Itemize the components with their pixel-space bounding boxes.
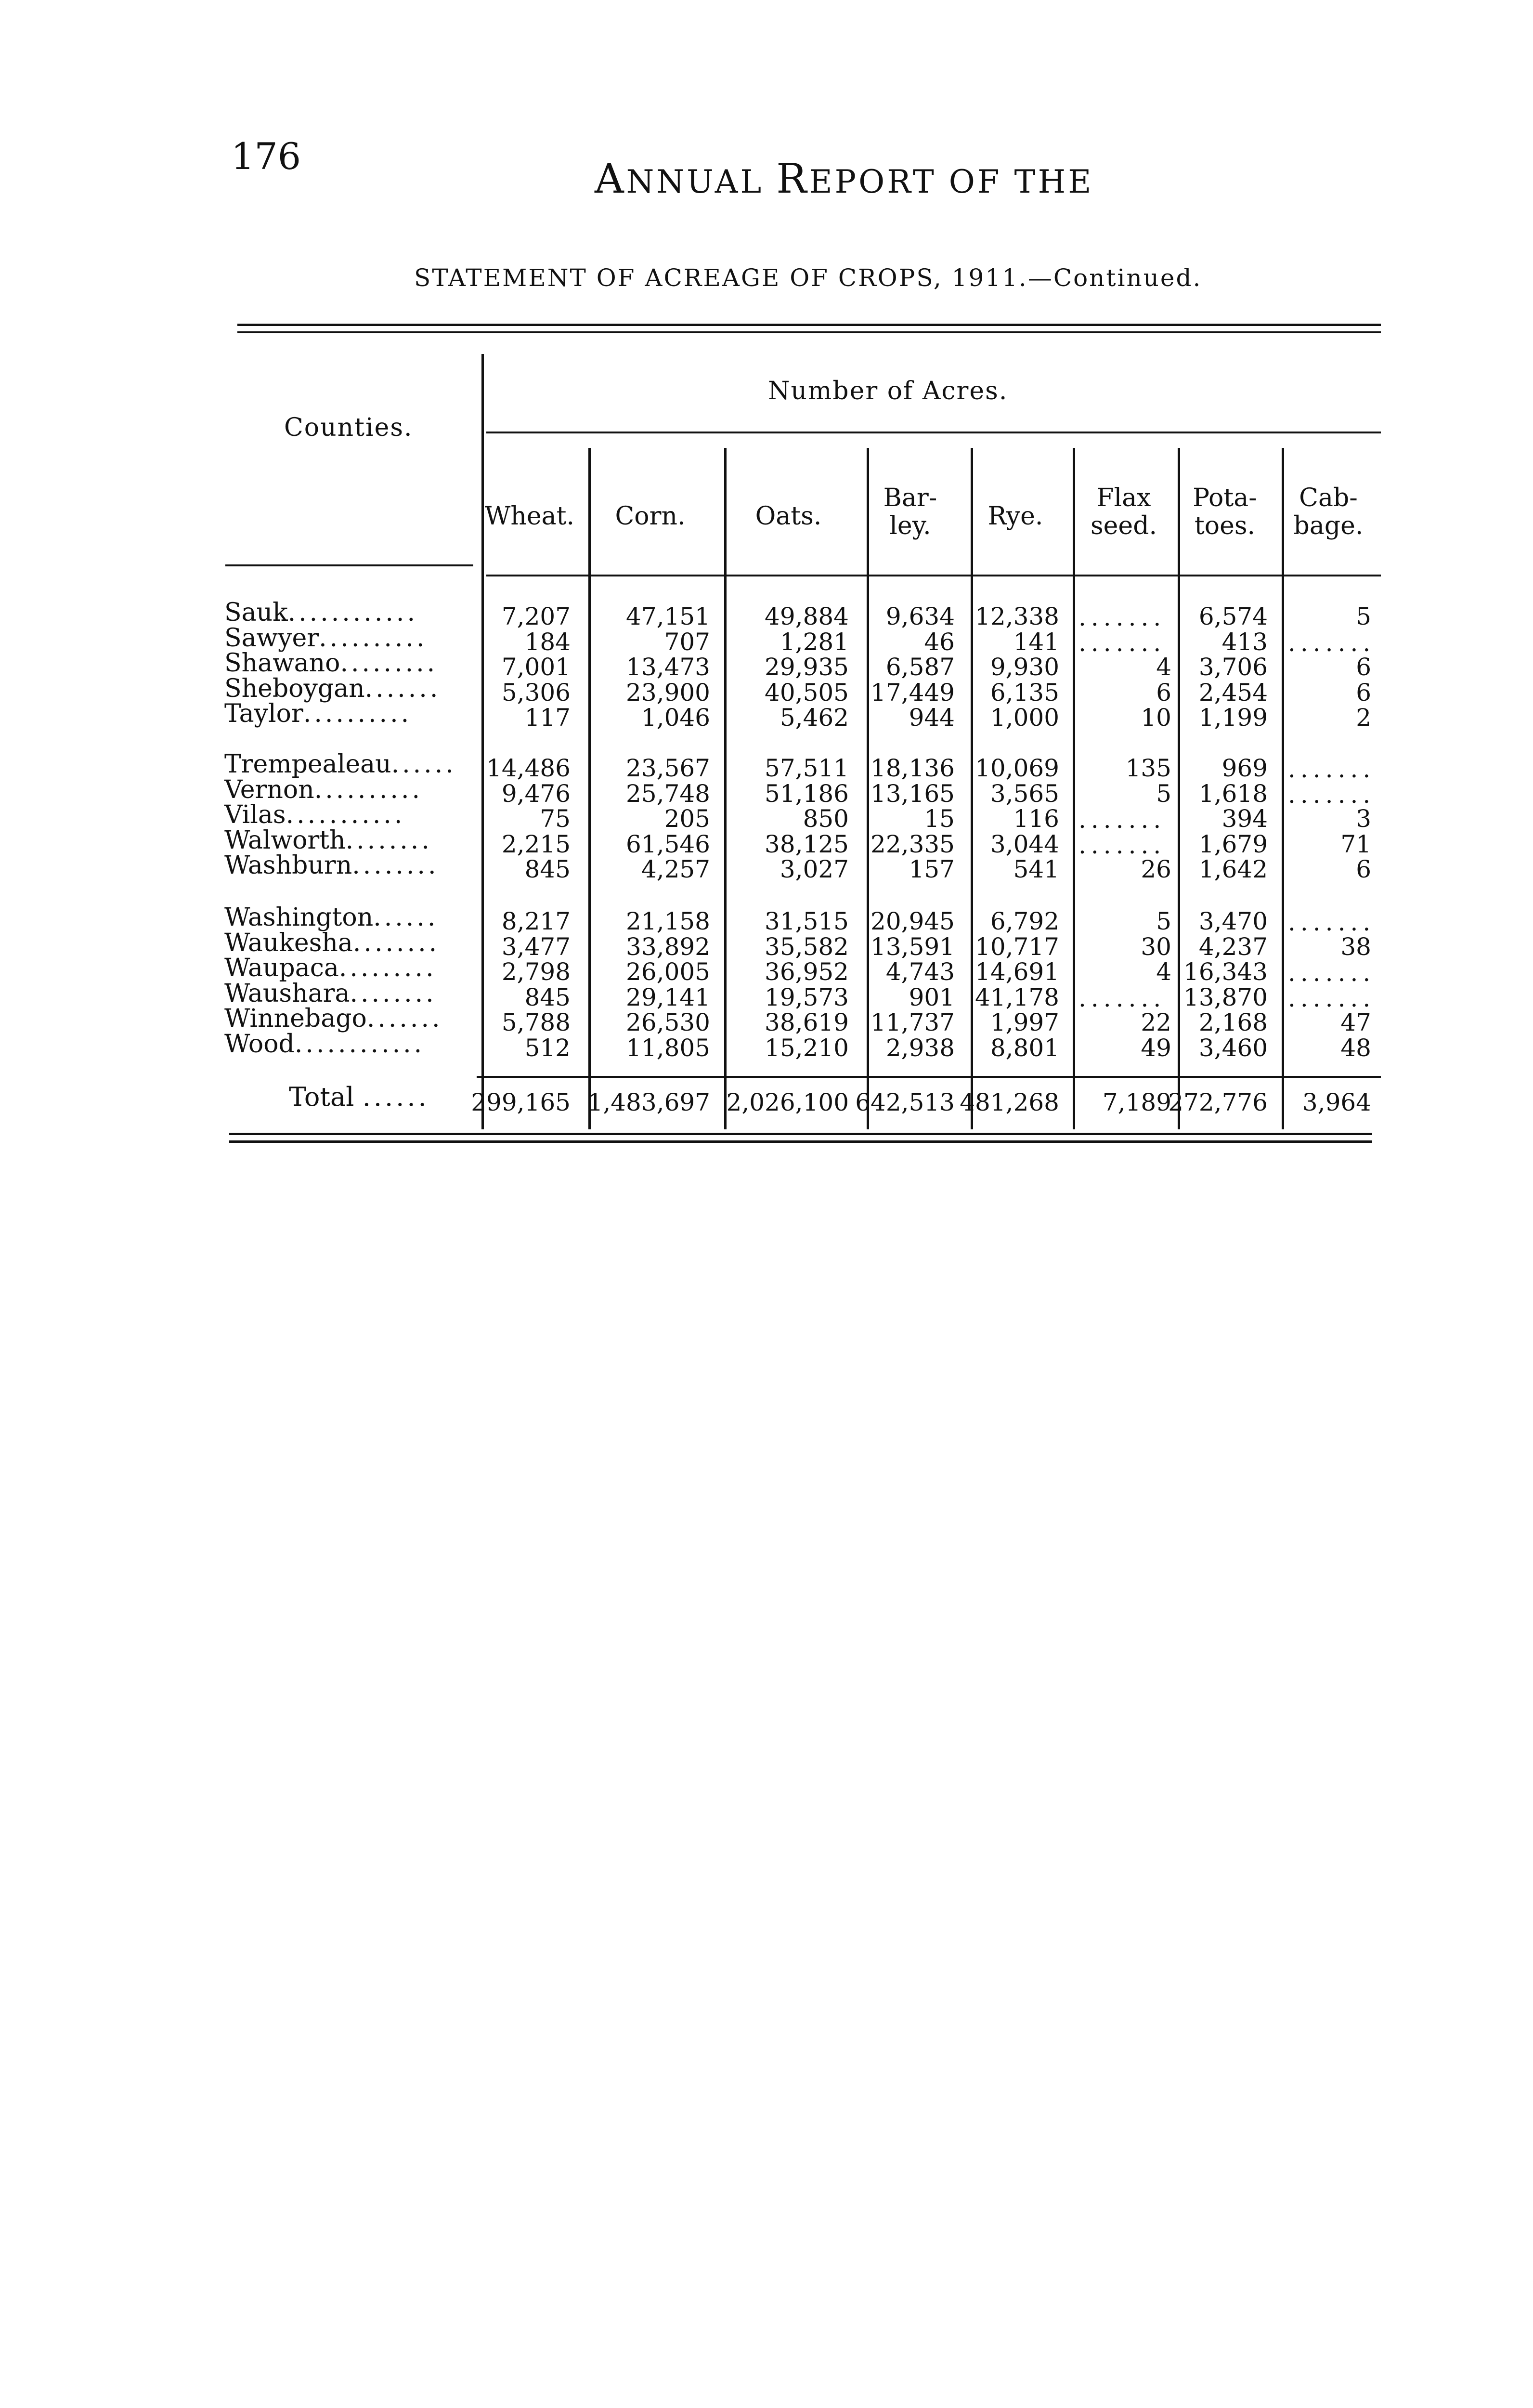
total-cell: 1,483,697 bbox=[587, 1088, 710, 1116]
column-header bbox=[484, 502, 575, 530]
table-cell: 969 bbox=[1221, 754, 1268, 782]
table-cell: 18,136 bbox=[870, 754, 955, 782]
table-cell: 23,567 bbox=[626, 754, 710, 782]
running-head-initial-2: R bbox=[776, 155, 809, 202]
table-cell: 13,870 bbox=[1183, 983, 1268, 1011]
table-cell: 14,486 bbox=[486, 754, 571, 782]
table-cell: 10,717 bbox=[975, 932, 1059, 961]
column-header-line: Bar- bbox=[883, 484, 937, 512]
column-header-line: Flax bbox=[1096, 484, 1151, 512]
table-cell: 9,476 bbox=[501, 779, 571, 808]
county-name bbox=[224, 777, 475, 803]
county-name bbox=[224, 1031, 475, 1057]
table-cell: 1,000 bbox=[990, 704, 1059, 732]
table-cell: 3,470 bbox=[1198, 907, 1268, 935]
table-cell: 845 bbox=[524, 983, 571, 1011]
table-cell: 413 bbox=[1221, 628, 1268, 656]
table-cell: 541 bbox=[1013, 855, 1059, 883]
table-cell: 13,591 bbox=[870, 932, 955, 961]
table-cell: 8,801 bbox=[990, 1034, 1059, 1062]
table-cell: 17,449 bbox=[870, 678, 955, 707]
total-label: Total ...... bbox=[289, 1082, 429, 1112]
column-divider bbox=[867, 448, 869, 1129]
county-label: Wood bbox=[224, 1029, 295, 1059]
table-cell: 40,505 bbox=[765, 678, 849, 707]
leader-dots: ......... bbox=[338, 954, 437, 982]
county-name bbox=[224, 701, 475, 727]
table-cell: 11,737 bbox=[870, 1008, 955, 1036]
table-cell: 21,158 bbox=[626, 907, 710, 935]
leader-dots: ......... bbox=[340, 649, 438, 678]
column-header-line: Pota- bbox=[1193, 484, 1257, 512]
leader-dots: ....... bbox=[364, 674, 441, 703]
table-cell: 35,582 bbox=[765, 932, 849, 961]
table-cell: 33,892 bbox=[626, 932, 710, 961]
leader-dots: ........ bbox=[352, 851, 439, 880]
empty-cell-dots: ....... bbox=[1078, 831, 1166, 859]
table-cell: 3,565 bbox=[990, 779, 1059, 808]
county-label: Taylor bbox=[224, 699, 303, 728]
column-divider bbox=[588, 448, 591, 1129]
table-cell: 30 bbox=[1141, 932, 1171, 961]
table-cell: 38,125 bbox=[765, 830, 849, 858]
table-cell: 2,454 bbox=[1198, 678, 1268, 707]
table-cell: 5 bbox=[1156, 907, 1171, 935]
table-cell: 184 bbox=[524, 628, 571, 656]
table-cell: 2,798 bbox=[501, 958, 571, 986]
table-cell: 6,792 bbox=[990, 907, 1059, 935]
column-header-line: Corn. bbox=[615, 502, 686, 531]
table-cell: 10 bbox=[1141, 704, 1171, 732]
table-cell: 25,748 bbox=[626, 779, 710, 808]
empty-cell-dots: ....... bbox=[1288, 984, 1376, 1012]
table-cell: 10,069 bbox=[975, 754, 1059, 782]
empty-cell-dots: ....... bbox=[1288, 780, 1376, 809]
table-cell: 4,237 bbox=[1198, 932, 1268, 961]
county-label: Shawano bbox=[224, 649, 340, 678]
table-cell: 6 bbox=[1356, 678, 1371, 707]
table-cell: 394 bbox=[1221, 805, 1268, 833]
table-cell: 46 bbox=[924, 628, 955, 656]
table-cell: 47 bbox=[1340, 1008, 1371, 1036]
county-name bbox=[224, 751, 475, 777]
table-cell: 9,930 bbox=[990, 653, 1059, 681]
total-cell: 2,026,100 bbox=[726, 1088, 849, 1116]
table-cell: 5 bbox=[1156, 779, 1171, 808]
column-header-line: ley. bbox=[889, 511, 931, 540]
column-header bbox=[1177, 484, 1273, 540]
county-name bbox=[224, 625, 475, 651]
table-cell: 2 bbox=[1356, 704, 1371, 732]
table-cell: 7,001 bbox=[501, 653, 571, 681]
empty-cell-dots: ....... bbox=[1078, 806, 1166, 834]
county-name bbox=[224, 1006, 475, 1032]
running-head-word-1: NNUAL bbox=[626, 163, 764, 200]
table-cell: 6 bbox=[1356, 855, 1371, 883]
table-cell: 3,706 bbox=[1198, 653, 1268, 681]
column-divider bbox=[481, 354, 484, 1129]
empty-cell-dots: ....... bbox=[1288, 908, 1376, 936]
county-name bbox=[224, 600, 475, 626]
county-label: Sheboygan bbox=[224, 674, 365, 703]
leader-dots: .......... bbox=[303, 699, 412, 728]
table-cell: 11,805 bbox=[626, 1034, 710, 1062]
leader-dots: .......... bbox=[319, 623, 428, 653]
table-cell: 6 bbox=[1356, 653, 1371, 681]
empty-cell-dots: ....... bbox=[1288, 755, 1376, 783]
table-cell: 707 bbox=[664, 628, 710, 656]
column-header bbox=[967, 502, 1064, 530]
column-header bbox=[585, 502, 715, 530]
table-cell: 15 bbox=[924, 805, 955, 833]
column-header bbox=[723, 502, 854, 530]
statement-title: STATEMENT OF ACREAGE OF CROPS, 1911.—Continued. bbox=[414, 264, 1202, 292]
empty-cell-dots: ....... bbox=[1078, 603, 1166, 631]
header-bottom-rule bbox=[225, 564, 473, 566]
leader-dots: ........ bbox=[350, 979, 437, 1008]
table-cell: 13,473 bbox=[626, 653, 710, 681]
table-cell: 31,515 bbox=[765, 907, 849, 935]
table-bottom-rule bbox=[229, 1133, 1372, 1135]
table-cell: 19,573 bbox=[765, 983, 849, 1011]
table-cell: 5 bbox=[1356, 602, 1371, 630]
county-name bbox=[224, 802, 475, 828]
stub-header: Counties. bbox=[284, 413, 413, 442]
county-label: Sauk bbox=[224, 598, 288, 627]
table-cell: 944 bbox=[909, 704, 955, 732]
table-cell: 5,462 bbox=[779, 704, 849, 732]
county-label: Waukesha bbox=[224, 928, 353, 957]
table-cell: 845 bbox=[524, 855, 571, 883]
column-divider bbox=[971, 448, 973, 1129]
table-cell: 6,135 bbox=[990, 678, 1059, 707]
county-label: Walworth bbox=[224, 825, 346, 855]
column-divider bbox=[724, 448, 727, 1129]
group-header: Number of Acres. bbox=[768, 377, 1008, 406]
county-name bbox=[224, 650, 475, 676]
leader-dots: ........ bbox=[345, 825, 432, 855]
table-cell: 1,281 bbox=[779, 628, 849, 656]
table-cell: 901 bbox=[909, 983, 955, 1011]
table-cell: 1,679 bbox=[1198, 830, 1268, 858]
table-cell: 1,046 bbox=[641, 704, 710, 732]
table-cell: 38 bbox=[1340, 932, 1371, 961]
table-cell: 6,587 bbox=[885, 653, 955, 681]
column-divider bbox=[1282, 448, 1284, 1129]
column-header-line: toes. bbox=[1194, 511, 1256, 540]
county-name bbox=[224, 955, 475, 981]
column-header bbox=[1071, 484, 1176, 540]
header-bottom-rule-2 bbox=[486, 575, 1381, 576]
table-cell: 13,165 bbox=[870, 779, 955, 808]
total-cell: 642,513 bbox=[855, 1088, 955, 1116]
empty-cell-dots: ....... bbox=[1078, 628, 1166, 657]
total-cell: 272,776 bbox=[1168, 1088, 1268, 1116]
column-header-line: Wheat. bbox=[484, 502, 575, 531]
leader-dots: ............ bbox=[294, 1029, 425, 1059]
column-header-line: bage. bbox=[1293, 511, 1364, 540]
table-cell: 6,574 bbox=[1198, 602, 1268, 630]
table-cell: 22,335 bbox=[870, 830, 955, 858]
county-name bbox=[224, 852, 475, 878]
table-cell: 4,743 bbox=[885, 958, 955, 986]
total-cell: 7,189 bbox=[1102, 1088, 1171, 1116]
table-cell: 117 bbox=[524, 704, 571, 732]
table-cell: 36,952 bbox=[765, 958, 849, 986]
leader-dots: ........... bbox=[286, 800, 405, 829]
table-cell: 205 bbox=[664, 805, 710, 833]
column-header-line: Rye. bbox=[987, 502, 1043, 531]
table-cell: 8,217 bbox=[501, 907, 571, 935]
table-cell: 9,634 bbox=[885, 602, 955, 630]
table-cell: 6 bbox=[1156, 678, 1171, 707]
column-header-line: seed. bbox=[1090, 511, 1157, 540]
column-divider bbox=[1073, 448, 1075, 1129]
table-cell: 3 bbox=[1356, 805, 1371, 833]
table-cell: 26 bbox=[1141, 855, 1171, 883]
table-cell: 5,306 bbox=[501, 678, 571, 707]
table-cell: 4 bbox=[1156, 653, 1171, 681]
table-cell: 22 bbox=[1141, 1008, 1171, 1036]
table-cell: 71 bbox=[1340, 830, 1371, 858]
column-divider bbox=[1178, 448, 1180, 1129]
leader-dots: ............ bbox=[287, 598, 418, 627]
table-cell: 135 bbox=[1125, 754, 1171, 782]
total-cell: 299,165 bbox=[471, 1088, 571, 1116]
table-cell: 49 bbox=[1141, 1034, 1171, 1062]
county-name bbox=[224, 930, 475, 956]
table-cell: 26,005 bbox=[626, 958, 710, 986]
table-cell: 3,477 bbox=[501, 932, 571, 961]
total-rule bbox=[477, 1076, 1381, 1078]
table-cell: 29,935 bbox=[765, 653, 849, 681]
leader-dots: ........ bbox=[352, 928, 440, 957]
table-cell: 1,642 bbox=[1198, 855, 1268, 883]
table-cell: 1,199 bbox=[1198, 704, 1268, 732]
county-name bbox=[224, 904, 475, 930]
table-cell: 75 bbox=[540, 805, 571, 833]
county-name bbox=[224, 981, 475, 1007]
column-header bbox=[1281, 484, 1376, 540]
table-cell: 1,618 bbox=[1198, 779, 1268, 808]
table-cell: 2,215 bbox=[501, 830, 571, 858]
table-cell: 3,044 bbox=[990, 830, 1059, 858]
table-cell: 16,343 bbox=[1183, 958, 1268, 986]
table-cell: 61,546 bbox=[626, 830, 710, 858]
page-number: 176 bbox=[231, 135, 301, 178]
table-cell: 5,788 bbox=[501, 1008, 571, 1036]
table-cell: 116 bbox=[1013, 805, 1059, 833]
column-header-line: Cab- bbox=[1299, 484, 1358, 512]
table-cell: 14,691 bbox=[975, 958, 1059, 986]
table-top-rule bbox=[237, 324, 1381, 326]
table-cell: 3,460 bbox=[1198, 1034, 1268, 1062]
empty-cell-dots: ....... bbox=[1288, 628, 1376, 657]
table-cell: 38,619 bbox=[765, 1008, 849, 1036]
table-top-rule-2 bbox=[237, 331, 1381, 333]
table-cell: 49,884 bbox=[765, 602, 849, 630]
leader-dots: .......... bbox=[314, 775, 423, 804]
table-cell: 2,938 bbox=[885, 1034, 955, 1062]
county-label: Waushara bbox=[224, 979, 350, 1008]
county-label: Trempealeau bbox=[224, 750, 391, 779]
column-header bbox=[861, 484, 960, 540]
table-cell: 4 bbox=[1156, 958, 1171, 986]
table-cell: 48 bbox=[1340, 1034, 1371, 1062]
table-cell: 51,186 bbox=[765, 779, 849, 808]
county-label: Washington bbox=[224, 903, 374, 932]
county-label: Winnebago bbox=[224, 1004, 367, 1033]
table-cell: 512 bbox=[524, 1034, 571, 1062]
county-name bbox=[224, 827, 475, 853]
running-head-word-2: EPORT OF THE bbox=[809, 163, 1094, 200]
table-cell: 47,151 bbox=[626, 602, 710, 630]
total-cell: 3,964 bbox=[1302, 1088, 1371, 1116]
table-cell: 12,338 bbox=[975, 602, 1059, 630]
table-cell: 141 bbox=[1013, 628, 1059, 656]
table-cell: 7,207 bbox=[501, 602, 571, 630]
table-cell: 15,210 bbox=[765, 1034, 849, 1062]
table-cell: 2,168 bbox=[1198, 1008, 1268, 1036]
empty-cell-dots: ....... bbox=[1078, 984, 1166, 1012]
table-cell: 850 bbox=[803, 805, 849, 833]
leader-dots: ....... bbox=[366, 1004, 443, 1033]
county-label: Sawyer bbox=[224, 623, 319, 653]
table-bottom-rule-2 bbox=[229, 1140, 1372, 1143]
group-header-rule bbox=[486, 432, 1381, 433]
running-head bbox=[595, 155, 1093, 202]
county-label: Waupaca bbox=[224, 954, 339, 982]
table-cell: 3,027 bbox=[779, 855, 849, 883]
running-head-initial-1: A bbox=[595, 155, 626, 202]
total-cell: 481,268 bbox=[960, 1088, 1059, 1116]
table-cell: 26,530 bbox=[626, 1008, 710, 1036]
leader-dots: ...... bbox=[373, 903, 439, 932]
county-name bbox=[224, 676, 475, 702]
table-cell: 20,945 bbox=[870, 907, 955, 935]
leader-dots: ...... bbox=[391, 750, 456, 779]
table-cell: 23,900 bbox=[626, 678, 710, 707]
table-cell: 41,178 bbox=[975, 983, 1059, 1011]
county-label: Vernon bbox=[224, 775, 314, 804]
county-label: Washburn bbox=[224, 851, 352, 880]
table-cell: 4,257 bbox=[641, 855, 710, 883]
table-cell: 29,141 bbox=[626, 983, 710, 1011]
table-cell: 1,997 bbox=[990, 1008, 1059, 1036]
county-label: Vilas bbox=[224, 800, 286, 829]
table-cell: 57,511 bbox=[765, 754, 849, 782]
empty-cell-dots: ....... bbox=[1288, 959, 1376, 987]
table-cell: 157 bbox=[909, 855, 955, 883]
column-header-line: Oats. bbox=[755, 502, 822, 531]
